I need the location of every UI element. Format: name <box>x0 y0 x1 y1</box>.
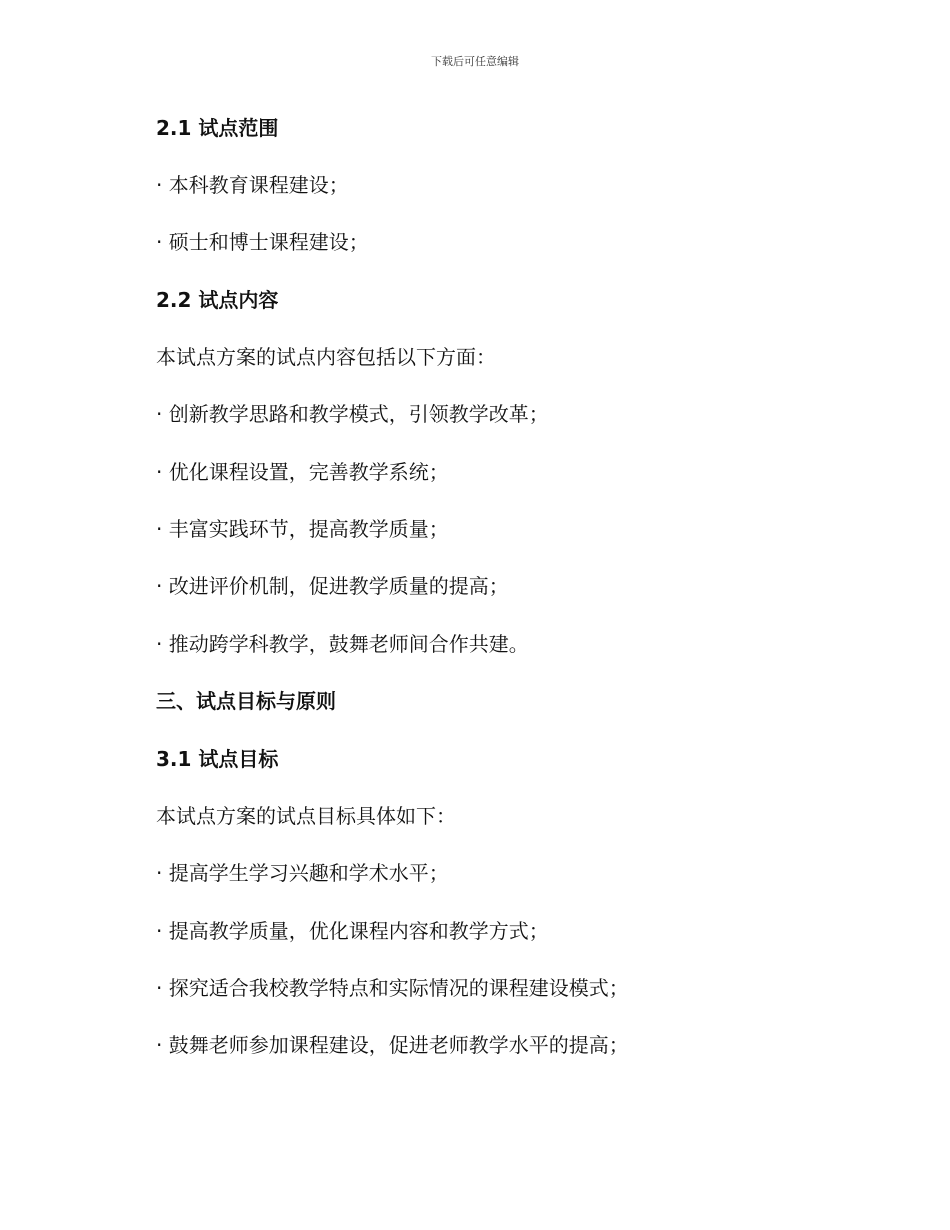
list-item: · 提高学生学习兴趣和学术水平； <box>156 861 449 885</box>
list-item: · 优化课程设置，完善教学系统； <box>156 460 449 484</box>
list-item: · 推动跨学科教学，鼓舞老师间合作共建。 <box>156 632 529 656</box>
paragraph-intro: 本试点方案的试点目标具体如下： <box>156 804 456 828</box>
section-heading-2-1: 2.1 试点范围 <box>156 116 279 140</box>
list-item: · 丰富实践环节，提高教学质量； <box>156 517 449 541</box>
section-heading-3: 三、试点目标与原则 <box>156 689 336 713</box>
page-header-note: 下载后可任意编辑 <box>431 55 519 68</box>
list-item: · 本科教育课程建设； <box>156 173 349 197</box>
list-item: · 鼓舞老师参加课程建设，促进老师教学水平的提高； <box>156 1033 629 1057</box>
list-item: · 硕士和博士课程建设； <box>156 230 369 254</box>
paragraph-intro: 本试点方案的试点内容包括以下方面： <box>156 345 496 369</box>
section-heading-2-2: 2.2 试点内容 <box>156 288 279 312</box>
list-item: · 探究适合我校教学特点和实际情况的课程建设模式； <box>156 976 629 1000</box>
list-item: · 提高教学质量，优化课程内容和教学方式； <box>156 919 549 943</box>
section-heading-3-1: 3.1 试点目标 <box>156 747 279 771</box>
list-item: · 改进评价机制，促进教学质量的提高； <box>156 574 509 598</box>
list-item: · 创新教学思路和教学模式，引领教学改革； <box>156 402 549 426</box>
